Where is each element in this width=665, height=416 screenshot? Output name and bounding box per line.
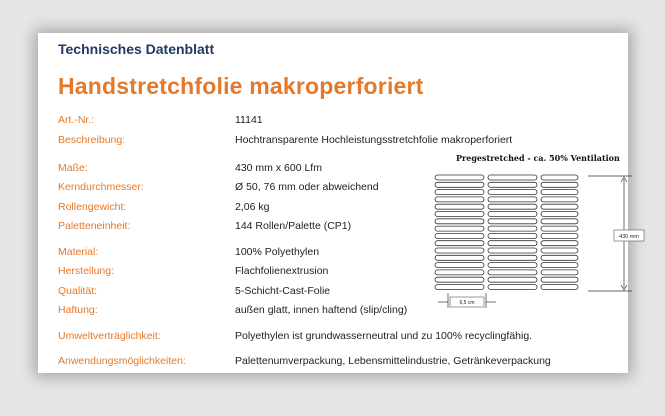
perforation-slot: [541, 175, 578, 180]
perforation-slot: [541, 285, 578, 290]
spec-label: Haftung:: [58, 304, 98, 316]
height-label: 430 mm: [619, 234, 639, 240]
perforation-slot: [488, 263, 537, 268]
perforation-diagram: [396, 150, 639, 320]
spec-label: Maße:: [58, 162, 88, 174]
spec-label: Art.-Nr.:: [58, 114, 95, 126]
perforation-slot: [435, 255, 484, 260]
perforation-slot: [541, 255, 578, 260]
perforation-slot: [488, 233, 537, 238]
perforation-slot: [488, 226, 537, 231]
spec-value: 5-Schicht-Cast-Folie: [235, 285, 331, 297]
perforation-slot: [541, 219, 578, 224]
spec-value: 2,06 kg: [235, 201, 270, 213]
perforation-slot: [488, 175, 537, 180]
perforation-slot: [488, 212, 537, 217]
perforation-slot: [435, 197, 484, 202]
datasheet: [38, 33, 639, 373]
diagram-title: Pregestretched - ca. 50% Ventilation: [456, 153, 620, 163]
spec-value: Flachfolienextrusion: [235, 265, 329, 277]
perforation-slot: [435, 226, 484, 231]
perforation-slot: [541, 233, 578, 238]
perforation-slot: [435, 277, 484, 282]
perforation-slot: [488, 285, 537, 290]
spec-label: Kerndurchmesser:: [58, 181, 144, 193]
perforation-slot: [541, 226, 578, 231]
product-title: Handstretchfolie makroperforiert: [58, 73, 424, 99]
perforation-slot: [488, 204, 537, 209]
perforation-slot: [435, 248, 484, 253]
spec-label: Paletteneinheit:: [58, 220, 131, 232]
perforation-slot: [435, 233, 484, 238]
perforation-slot: [435, 212, 484, 217]
perforation-slot: [488, 197, 537, 202]
spec-label: Umweltverträglichkeit:: [58, 330, 161, 342]
perforation-slot: [488, 219, 537, 224]
spec-value: Hochtransparente Hochleistungsstretchfolie makroperforiert: [235, 134, 513, 146]
perforation-slot: [541, 263, 578, 268]
perforation-pattern: [396, 150, 639, 320]
spec-label: Material:: [58, 246, 99, 258]
spec-value: Polyethylen ist grundwasserneutral und zu 100% recyclingfähig.: [235, 330, 533, 342]
spec-label: Beschreibung:: [58, 134, 126, 146]
perforation-slot: [488, 270, 537, 275]
perforation-slot: [435, 219, 484, 224]
perforation-slot: [488, 182, 537, 187]
spec-value: Ø 50, 76 mm oder abweichend: [235, 181, 379, 193]
spec-value: Palettenumverpackung, Lebensmittelindustrie, Getränkeverpackung: [235, 355, 551, 367]
perforation-slot: [488, 248, 537, 253]
perforation-slot: [488, 190, 537, 195]
spec-value: 144 Rollen/Palette (CP1): [235, 220, 352, 232]
perforation-slot: [435, 270, 484, 275]
perforation-slot: [541, 248, 578, 253]
perforation-slot: [541, 212, 578, 217]
perforation-slot: [435, 182, 484, 187]
spec-value: 11141: [235, 114, 263, 126]
spec-label: Qualität:: [58, 285, 98, 297]
perforation-slot: [488, 241, 537, 246]
perforation-slot: [435, 190, 484, 195]
perforation-slot: [435, 285, 484, 290]
spec-value: 430 mm x 600 Lfm: [235, 162, 322, 174]
perforation-slot: [488, 277, 537, 282]
perforation-slot: [541, 277, 578, 282]
perforation-slot: [435, 263, 484, 268]
perforation-slot: [488, 255, 537, 260]
width-label: 6,5 cm: [459, 300, 475, 306]
perforation-slot: [541, 241, 578, 246]
spec-label: Rollengewicht:: [58, 201, 127, 213]
perforation-slot: [541, 190, 578, 195]
perforation-slot: [541, 270, 578, 275]
perforation-slot: [435, 204, 484, 209]
spec-value: 100% Polyethylen: [235, 246, 320, 258]
document-subtitle: Technisches Datenblatt: [58, 41, 215, 57]
perforation-slot: [541, 197, 578, 202]
perforation-slot: [435, 175, 484, 180]
perforation-slot: [541, 182, 578, 187]
perforation-slot: [435, 241, 484, 246]
perforation-slot: [541, 204, 578, 209]
spec-label: Herstellung:: [58, 265, 115, 277]
spec-value: außen glatt, innen haftend (slip/cling): [235, 304, 408, 316]
spec-label: Anwendungsmöglichkeiten:: [58, 355, 186, 367]
